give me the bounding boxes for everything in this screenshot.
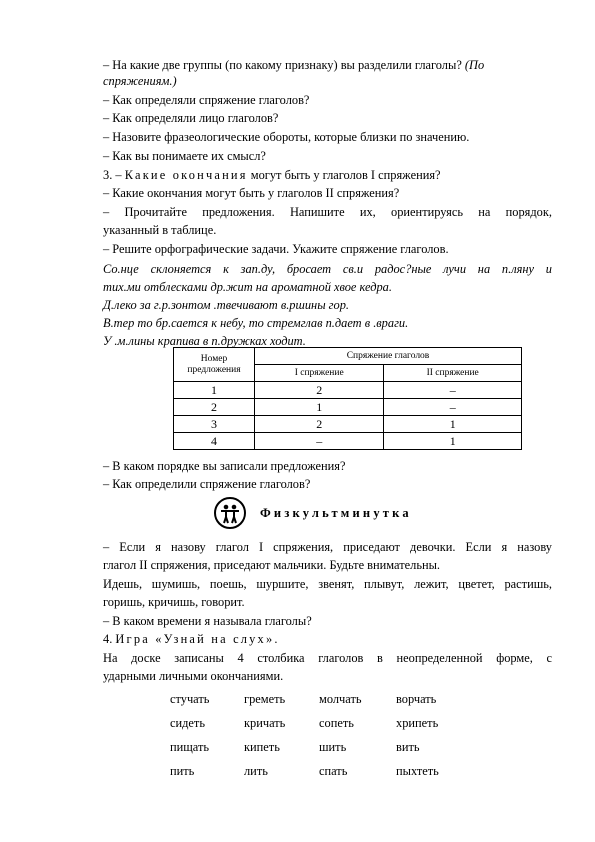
table-cell: 2 [174, 399, 255, 416]
verb-item: пыхтеть [396, 764, 439, 778]
question-line: – Как определяли лицо глаголов? [103, 111, 279, 125]
verb-item: лить [244, 764, 268, 778]
verb-list-line: Идешь, шумишь, поешь, шуршите, звенят, плывут, лежит, цветет, растишь, [103, 577, 552, 591]
verb-item: ворчать [396, 692, 437, 706]
verb-item: хрипеть [396, 716, 439, 730]
question-line: – В каком времени я называла глаголы? [103, 614, 312, 628]
table-header-number: Номер предложения [174, 348, 255, 382]
exercise-break-title: Физкультминутка [260, 506, 412, 520]
question-line: – Как определили спряжение глаголов? [103, 477, 311, 491]
question-line: – Как вы понимаете их смысл? [103, 149, 266, 163]
verb-item: пить [170, 764, 195, 778]
verb-list-line: горишь, кричишь, говорит. [103, 595, 245, 609]
verb-item: сопеть [319, 716, 354, 730]
verb-item: шить [319, 740, 347, 754]
table-header-conjugation: Спряжение глаголов [255, 348, 522, 365]
table-cell: 4 [174, 433, 255, 450]
verb-item: пищать [170, 740, 210, 754]
question-line: – Как определяли спряжение глаголов? [103, 93, 310, 107]
verb-item: кипеть [244, 740, 280, 754]
verb-item: вить [396, 740, 420, 754]
table-cell: 1 [174, 382, 255, 399]
table-cell: – [255, 433, 384, 450]
exercise-sentence: Со.нце склоняется к зап.ду, бросает св.и радос?ные лучи на п.ляну и [103, 262, 552, 276]
table-row [174, 399, 522, 416]
table-cell: 1 [255, 399, 384, 416]
table-subheader-1: I спряжение [255, 365, 384, 382]
verb-item: стучать [170, 692, 210, 706]
verb-item: сидеть [170, 716, 205, 730]
question-line: – В каком порядке вы записали предложения? [103, 459, 346, 473]
table-cell: 2 [255, 416, 384, 433]
exercise-sentence: В.тер то бр.сается к небу, то стремглав п.дает в .враги. [103, 316, 409, 330]
exercise-sentence: У .м.лины крапива в п.дружках ходит. [103, 334, 306, 348]
exercise-break [214, 497, 424, 531]
section-3-heading: 3. – Какие окончания могут быть у глаголов I спряжения? [103, 168, 441, 182]
table-cell: – [384, 399, 522, 416]
question-line: – Назовите фразеологические обороты, которые близки по значению. [103, 130, 470, 144]
table-subheader-2: II спряжение [384, 365, 522, 382]
exercise-sentence: Д.леко за г.р.зонтом .твечивают в.ршины гор. [103, 298, 350, 312]
conjugation-table [173, 347, 522, 450]
table-row [174, 433, 522, 450]
instruction-line: На доске записаны 4 столбика глаголов в неопределенной форме, с [103, 651, 552, 665]
instruction-line: ударными личными окончаниями. [103, 669, 284, 683]
table-cell: 3 [174, 416, 255, 433]
verb-item: молчать [319, 692, 362, 706]
verb-item: кричать [244, 716, 286, 730]
table-cell: – [384, 382, 522, 399]
instruction-line: указанный в таблице. [103, 223, 217, 237]
instruction-line: глагол II спряжения, приседают мальчики. Будьте внимательны. [103, 558, 441, 572]
verb-item: греметь [244, 692, 286, 706]
table-cell: 1 [384, 433, 522, 450]
section-4-heading: 4. Игра «Узнай на слух». [103, 632, 280, 646]
table-row [174, 416, 522, 433]
exercise-figures-icon [214, 497, 246, 529]
question-line: – На какие две группы (по какому признаку) вы разделили глаголы? (По [103, 58, 485, 72]
table-cell: 2 [255, 382, 384, 399]
table-row [174, 382, 522, 399]
table-cell: 1 [384, 416, 522, 433]
instruction-line: – Прочитайте предложения. Напишите их, ориентируясь на порядок, [103, 205, 552, 219]
exercise-sentence: тих.ми отблесками др.жит на ароматной хвое кедра. [103, 280, 392, 294]
question-line: – Какие окончания могут быть у глаголов II спряжения? [103, 186, 400, 200]
answer-hint: спряжениям.) [103, 74, 177, 88]
verb-item: спать [319, 764, 348, 778]
instruction-line: – Решите орфографические задачи. Укажите спряжение глаголов. [103, 242, 449, 256]
instruction-line: – Если я назову глагол I спряжения, приседают девочки. Если я назову [103, 540, 552, 554]
